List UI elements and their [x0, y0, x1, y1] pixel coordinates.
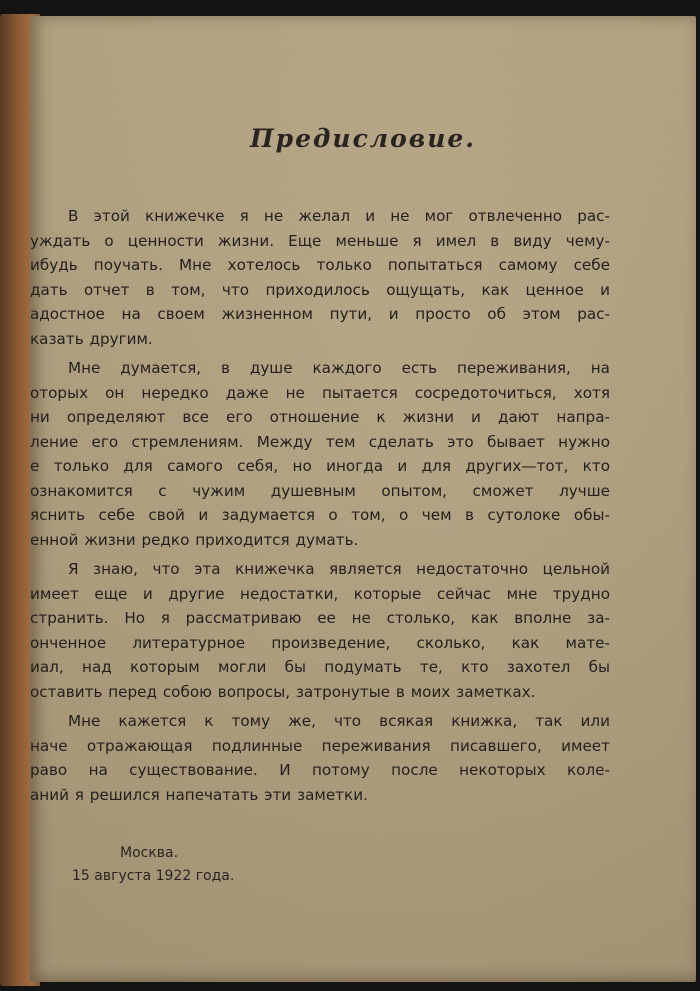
text-line: Я знаю, что эта книжечка является недостаточно цельной — [68, 560, 610, 578]
text-line: адостное на своем жизненном пути, и просто об этом рас- — [30, 305, 610, 323]
text-line: дать отчет в том, что приходилось ощущать, как ценное и — [30, 280, 610, 299]
text-line: е только для самого себя, но иногда и для других—тот, кто — [30, 457, 610, 475]
text-line: В этой книжечке я не желал и не мог отвлеченно рас- — [68, 207, 610, 225]
text-line: оторых он нередко даже не пытается сосредоточиться, хотя — [30, 383, 610, 402]
paragraph-1 — [30, 204, 610, 351]
paragraph-4 — [30, 709, 610, 807]
text-line: енной жизни редко приходится думать. — [30, 530, 359, 549]
text-line: аний я решился напечатать эти заметки. — [30, 785, 368, 804]
text-line: казать другим. — [30, 329, 153, 348]
book-page — [30, 16, 696, 982]
paragraph-3 — [30, 557, 610, 704]
text-line: Мне думается, в душе каждого есть переживания, на — [68, 359, 610, 377]
text-line: раво на существование. И потому после некоторых коле- — [30, 761, 610, 779]
text-line: имеет еще и другие недостатки, которые сейчас мне трудно — [30, 584, 610, 603]
page-heading: Предисловие. — [250, 124, 476, 153]
signature-city: Москва. — [120, 845, 179, 861]
text-line: ознакомится с чужим душевным опытом, сможет лучше — [30, 481, 610, 500]
text-line: ление его стремлениям. Между тем сделать это бывает нужно — [30, 432, 610, 451]
body-text — [30, 204, 610, 812]
signature-date: 15 августа 1922 года. — [72, 868, 235, 884]
text-line: онченное литературное произведение, сколько, как мате- — [30, 633, 610, 652]
text-line: яснить себе свой и задумается о том, о чем в сутолоке обы- — [30, 506, 610, 524]
text-line: оставить перед собою вопросы, затронутые в моих заметках. — [30, 682, 536, 701]
text-line: иал, над которым могли бы подумать те, кто захотел бы — [30, 658, 610, 676]
text-line: ибудь поучать. Мне хотелось только попытаться самому себе — [30, 256, 610, 274]
text-line: странить. Но я рассматриваю ее не столько, как вполне за- — [30, 609, 610, 627]
paragraph-2 — [30, 356, 610, 552]
text-line: Мне кажется к тому же, что всякая книжка, так или — [68, 712, 610, 730]
text-line: наче отражающая подлинные переживания писавшего, имеет — [30, 736, 610, 755]
text-line: ни определяют все его отношение к жизни и дают напра- — [30, 408, 610, 426]
text-line: уждать о ценности жизни. Еще меньше я имел в виду чему- — [30, 231, 610, 250]
